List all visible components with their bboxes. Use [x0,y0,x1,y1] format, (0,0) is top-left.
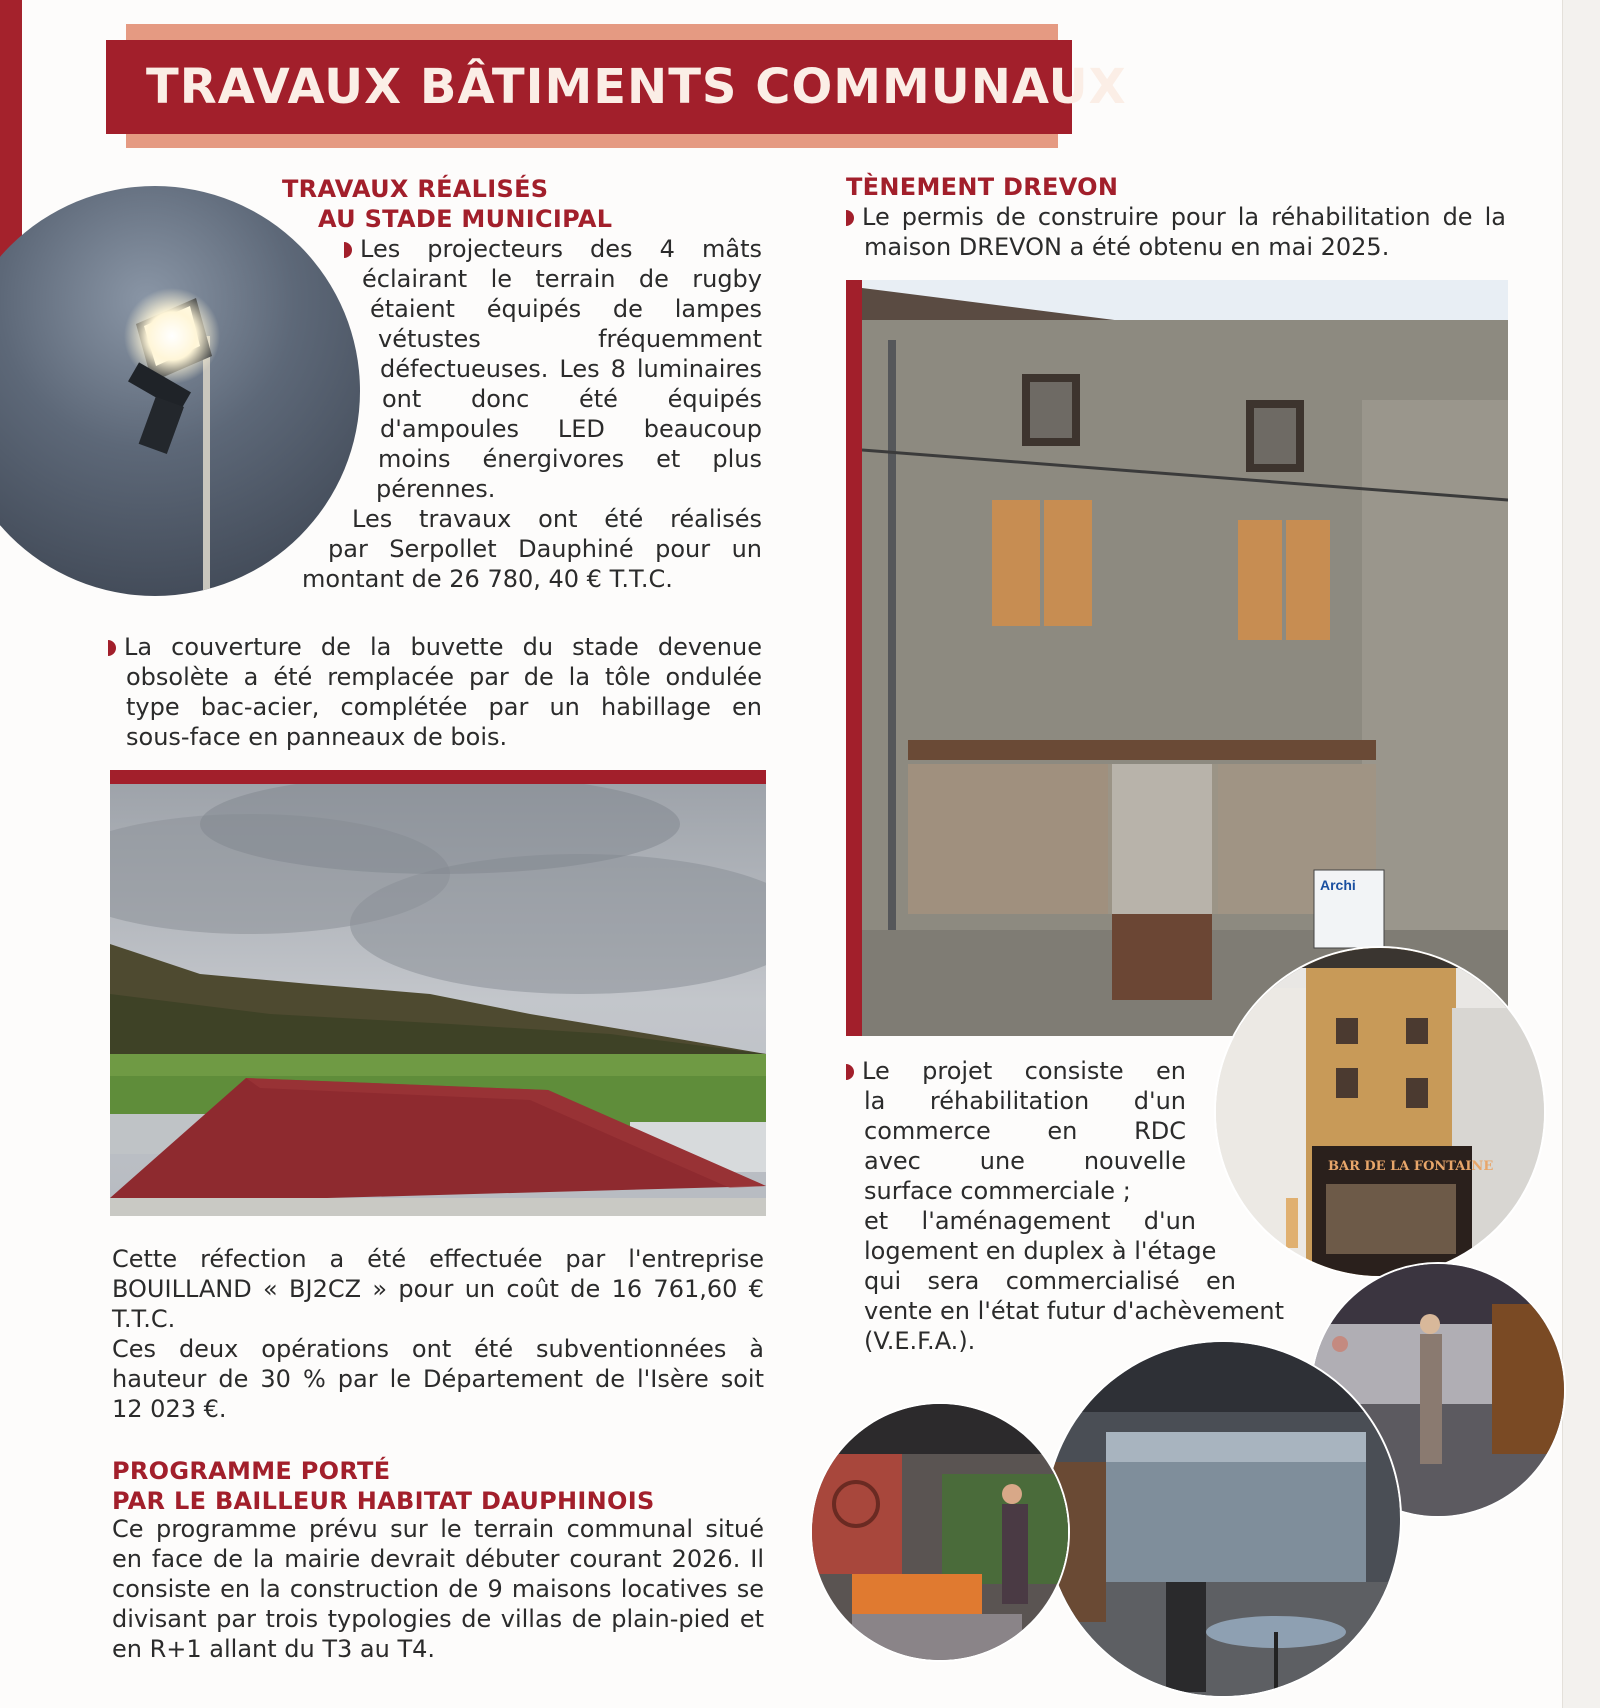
stade-paragraph-1b: Les travaux ont été réalisés par Serpollet Dauphiné pour un montant de 26 780, 40 € T.T.C. [302,505,762,593]
stade-heading-line1: TRAVAUX RÉALISÉS [282,175,549,203]
stade-paragraph-2: La couverture de la buvette du stade devenue obsolète a été remplacée par de la tôle ondulée type bac-acier, complétée par un habillage en sous-face en panneaux de bois. [108,632,762,752]
bar-seating-render [810,1402,1070,1662]
drevon-heading: TÈNEMENT DREVON [846,173,1119,201]
archi-sign-text: Archi [1320,877,1356,893]
roof-photo [110,784,766,1216]
house-photo-red-bar [846,280,862,1036]
house-photo [862,280,1508,1036]
programme-heading-line2: PAR LE BAILLEUR HABITAT DAUPHINOIS [112,1487,655,1515]
drevon-projet: Le projet consiste en la réhabilitation d'un commerce en RDC avec une nouvelle surface commerciale ; et l'aménagement d'un logement en duplex à l'étage qui sera commercialisé en vente en l'état futur d'achèvement (V.E.F.A.). [846,1056,1286,1356]
bullet-icon [846,1064,854,1080]
bullet-icon [108,640,116,656]
page-title: TRAVAUX BÂTIMENTS COMMUNAUX [106,40,1072,134]
bullet-icon [344,242,352,258]
drevon-intro: Le permis de construire pour la réhabilitation de la maison DREVON a été obtenu en mai 2025. [846,202,1506,262]
bar-sign-text: BAR DE LA FONTAINE [1328,1159,1494,1174]
photo-red-bar [110,770,766,784]
stade-paragraph-3: Cette réfection a été effectuée par l'entreprise BOUILLAND « BJ2CZ » pour un coût de 16 761,60 € T.T.C. Ces deux opérations ont été subventionnées à hauteur de 30 % par le Département de l'Isère soit 12 023 €. [112,1245,764,1423]
programme-paragraph: Ce programme prévu sur le terrain communal situé en face de la mairie devrait débuter courant 2026. Il consiste en la construction de 9 maisons locatives se divisant par trois typologies de villas de plain-pied et en R+1 allant du T3 au T4. [112,1515,764,1663]
programme-heading-line1: PROGRAMME PORTÉ [112,1457,391,1485]
page-fold [1562,0,1600,1708]
stade-paragraph-1: Les projecteurs des 4 mâts éclairant le terrain de rugby étaient équipés de lampes vétustes fréquemment défectueuses. Les 8 luminaires ont donc été équipés d'ampoules LED beaucoup moins énergivores et plus pérennes. [300,234,762,504]
bar-lounge-render [1044,1340,1402,1698]
bullet-icon [846,210,854,226]
stade-heading-line2: AU STADE MUNICIPAL [318,205,613,233]
